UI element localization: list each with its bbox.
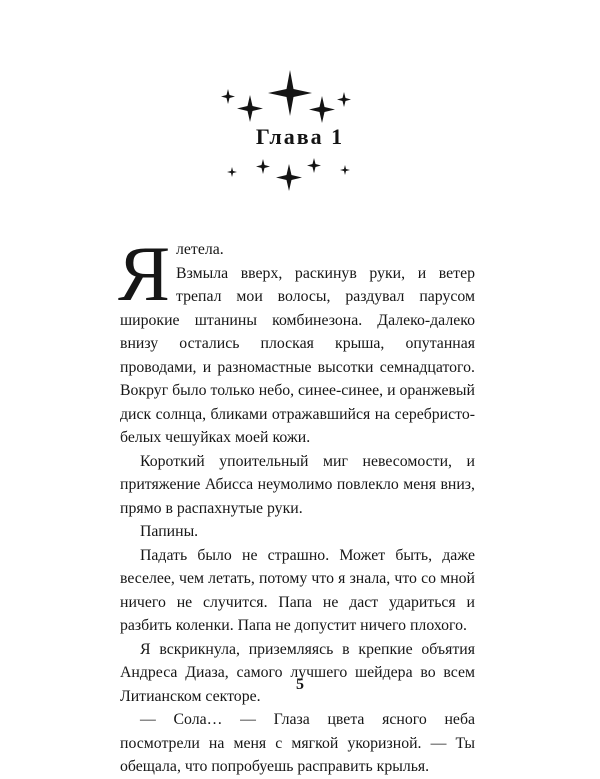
star-medium-icon <box>309 96 335 123</box>
drop-cap: Я <box>118 230 171 317</box>
star-small-icon <box>337 92 351 107</box>
first-line: летела. <box>176 241 224 258</box>
paragraph: Падать было не страшно. Может быть, даже веселее, чем летать, потому что я знала, что со мной ничего не случится. Папа не даст удариться и разбить коленки. Папа не допустит ничего плохого. <box>120 546 475 634</box>
chapter-title: Глава 1 <box>255 124 345 149</box>
paragraph: Папины. <box>140 523 199 540</box>
star-tiny-icon <box>340 165 350 175</box>
paragraph: Я вскрикнула, приземляясь в крепкие объятия Андреса Диаза, самого лучшего шейдера во всем Литианском секторе. <box>120 640 475 705</box>
star-medium-icon <box>276 164 302 191</box>
star-tiny-icon <box>227 167 237 177</box>
star-medium-icon <box>237 95 263 122</box>
page-number: 5 <box>296 676 304 693</box>
star-small-icon <box>221 89 235 104</box>
star-small-icon <box>256 159 270 174</box>
paragraph <box>118 230 475 450</box>
star-small-icon <box>307 158 321 173</box>
sparkle-stars-icon <box>0 0 600 200</box>
star-large-icon <box>268 70 312 116</box>
paragraph-text: Взмыла вверх, раскинув руки, и ветер трепал мои волосы, раздувал парусом широкие штанины комбинезона. Далеко-далеко внизу остались плоская крыша, опутанная проводами, и разномастные высотки семнадцатого. Вокруг было только небо, синее-синее, и оранжевый диск солнца, бликами отражавшийся на серебристо-белых чешуйках моей кожи. <box>120 264 475 446</box>
paragraph: Короткий упоительный миг невесомости, и притяжение Абисса неумолимо повлекло меня вниз, прямо в распахнутые руки. <box>120 452 475 517</box>
paragraph: — Сола… — Глаза цвета ясного неба посмотрели на меня с мягкой укоризной. — Ты обещала, что попробуешь расправить крылья. <box>120 711 475 775</box>
body-text <box>118 230 475 779</box>
